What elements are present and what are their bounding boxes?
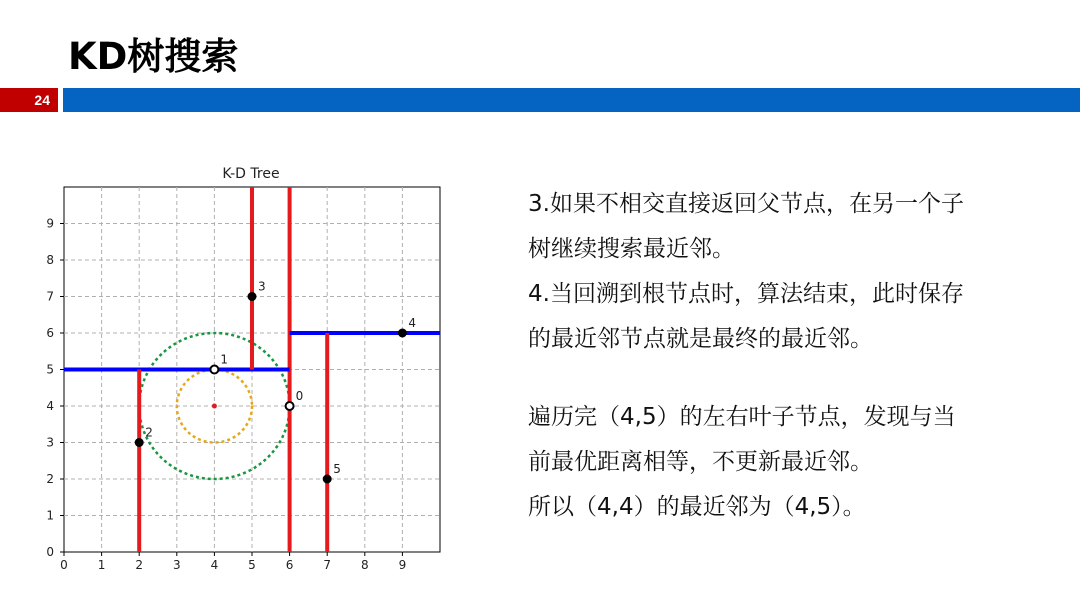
x-tick-label: 8	[360, 558, 369, 572]
point-label: 0	[295, 389, 304, 403]
step3-line1: 3.如果不相交直接返回父节点，在另一个子	[528, 191, 964, 217]
page-number: 24	[0, 88, 58, 112]
chart-title: K-D Tree	[222, 166, 280, 182]
y-tick-label: 8	[46, 253, 54, 267]
data-point	[286, 402, 294, 410]
step4-line2: 的最近邻节点就是最终的最近邻。	[528, 326, 873, 352]
y-tick-label: 6	[46, 326, 54, 340]
kd-tree-chart	[30, 155, 450, 585]
point-label: 3	[258, 279, 266, 294]
data-point	[210, 366, 218, 374]
data-point	[398, 329, 406, 337]
slide-title: KD树搜索	[68, 35, 239, 78]
x-tick-label: 4	[210, 558, 219, 572]
point-label: 2	[145, 425, 153, 440]
result-line2: 前最优距离相等，不更新最近邻。	[528, 449, 873, 475]
x-tick-label: 3	[172, 558, 181, 572]
point-label: 5	[333, 462, 341, 476]
x-tick-label: 7	[323, 558, 332, 572]
y-tick-label: 9	[46, 216, 54, 231]
step3-line2: 树继续搜索最近邻。	[528, 236, 735, 262]
step4-line1: 4.当回溯到根节点时，算法结束，此时保存	[528, 281, 964, 307]
y-tick-label: 5	[46, 362, 54, 377]
data-point	[248, 293, 256, 301]
header-band	[63, 88, 1080, 112]
query-point	[212, 404, 217, 409]
y-tick-label: 2	[46, 472, 54, 486]
x-tick-label: 9	[398, 558, 407, 572]
result-line1: 遍历完（4,5）的左右叶子节点，发现与当	[528, 404, 956, 430]
x-tick-label: 0	[60, 558, 68, 572]
x-tick-label: 5	[248, 558, 256, 572]
y-tick-label: 3	[46, 435, 54, 450]
data-point	[135, 439, 143, 447]
x-tick-label: 2	[135, 558, 144, 572]
result-line3: 所以（4,4）的最近邻为（4,5）。	[528, 494, 866, 520]
x-tick-label: 6	[285, 558, 294, 572]
x-tick-label: 1	[97, 558, 106, 572]
point-label: 4	[408, 316, 417, 330]
y-tick-label: 7	[46, 289, 54, 304]
point-label: 1	[220, 352, 229, 367]
explanation-text	[528, 182, 1048, 530]
y-tick-label: 4	[46, 399, 54, 413]
paragraph-gap	[528, 362, 1048, 395]
y-tick-label: 1	[46, 508, 54, 523]
y-tick-label: 0	[46, 545, 54, 559]
data-point	[323, 475, 331, 483]
